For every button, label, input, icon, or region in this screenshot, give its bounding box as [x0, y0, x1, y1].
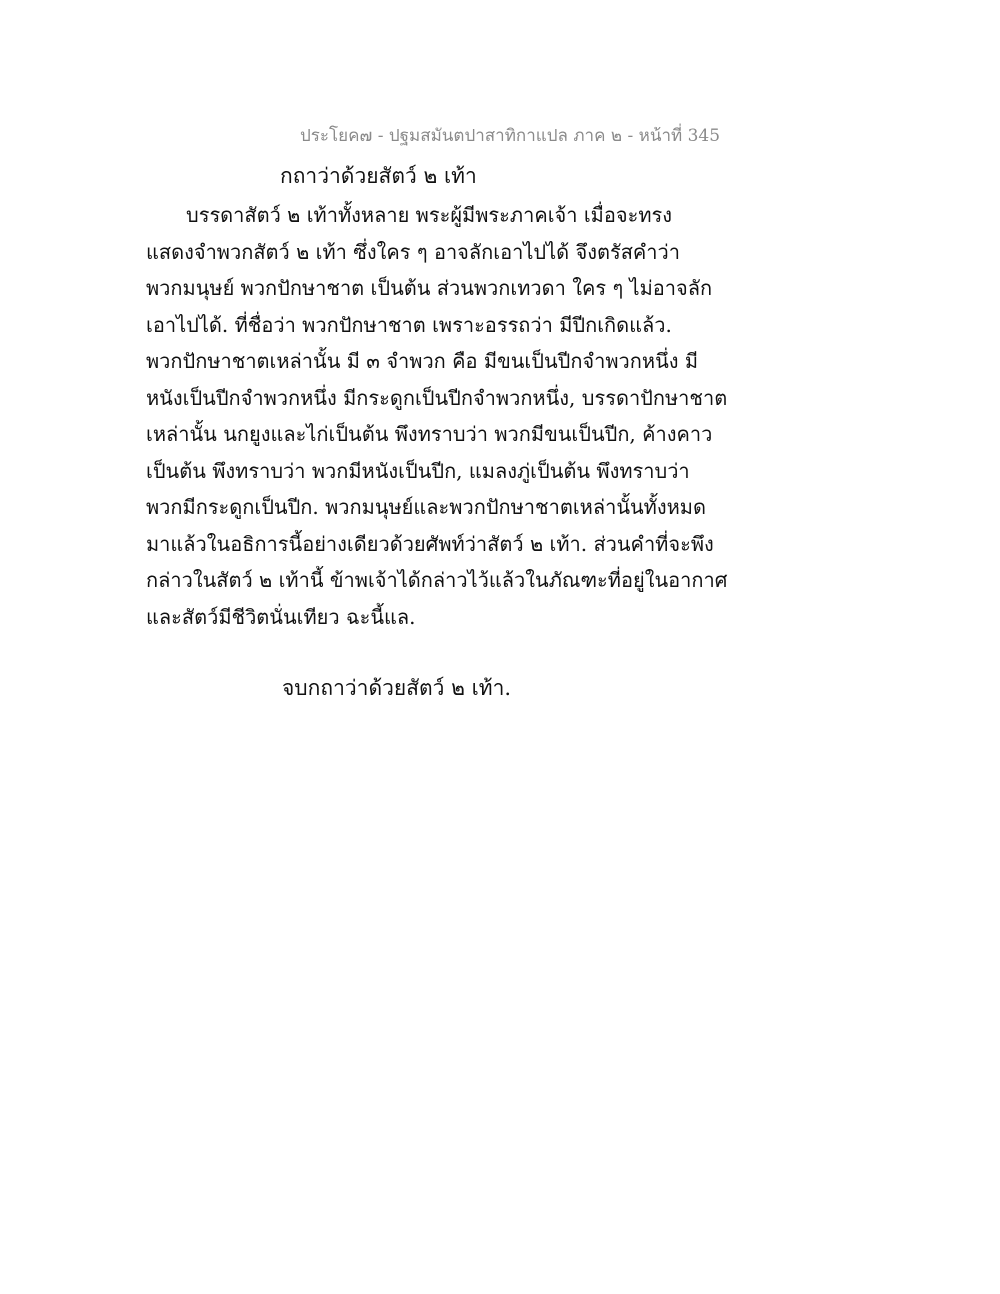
body-line: พวกมนุษย์ พวกปักษาชาต เป็นต้น ส่วนพวกเทวดา ใคร ๆ ไม่อาจลัก: [146, 276, 713, 300]
body-line: มาแล้วในอธิการนี้อย่างเดียวด้วยศัพท์ว่าสัตว์ ๒ เท้า. ส่วนคำที่จะพึง: [146, 531, 714, 556]
body-paragraph: [146, 197, 766, 635]
body-line: พวกมีกระดูกเป็นปีก. พวกมนุษย์และพวกปักษาชาตเหล่านั้นทั้งหมด: [146, 495, 706, 519]
closing-line: จบกถาว่าด้วยสัตว์ ๒ เท้า.: [282, 676, 512, 700]
body-line: แสดงจำพวกสัตว์ ๒ เท้า ซึ่งใคร ๆ อาจลักเอาไปได้ จึงตรัสคำว่า: [146, 239, 680, 264]
body-line: พวกปักษาชาตเหล่านั้น มี ๓ จำพวก คือ มีขนเป็นปีกจำพวกหนึ่ง มี: [146, 349, 699, 373]
body-line: กล่าวในสัตว์ ๒ เท้านี้ ข้าพเจ้าได้กล่าวไว้แล้วในภัณฑะที่อยู่ในอากาศ: [146, 568, 728, 592]
body-line: เหล่านั้น นกยูงและไก่เป็นต้น พึงทราบว่า พวกมีขนเป็นปีก, ค้างคาว: [146, 422, 713, 446]
section-title: กถาว่าด้วยสัตว์ ๒ เท้า: [280, 164, 477, 188]
body-line: บรรดาสัตว์ ๒ เท้าทั้งหลาย พระผู้มีพระภาคเจ้า เมื่อจะทรง: [186, 203, 673, 227]
body-line: เป็นต้น พึงทราบว่า พวกมีหนังเป็นปีก, แมลงภู่เป็นต้น พึงทราบว่า: [146, 458, 690, 483]
body-line: และสัตว์มีชีวิตนั่นเทียว ฉะนี้แล.: [146, 604, 416, 629]
body-line: เอาไปได้. ที่ชื่อว่า พวกปักษาชาต เพราะอรรถว่า มีปีกเกิดแล้ว.: [146, 312, 672, 337]
body-line: หนังเป็นปีกจำพวกหนึ่ง มีกระดูกเป็นปีกจำพวกหนึ่ง, บรรดาปักษาชาต: [146, 385, 728, 410]
running-header: ประโยค๗ - ปฐมสมันตปาสาทิกาแปล ภาค ๒ - หน้าที่ 345: [300, 126, 721, 146]
